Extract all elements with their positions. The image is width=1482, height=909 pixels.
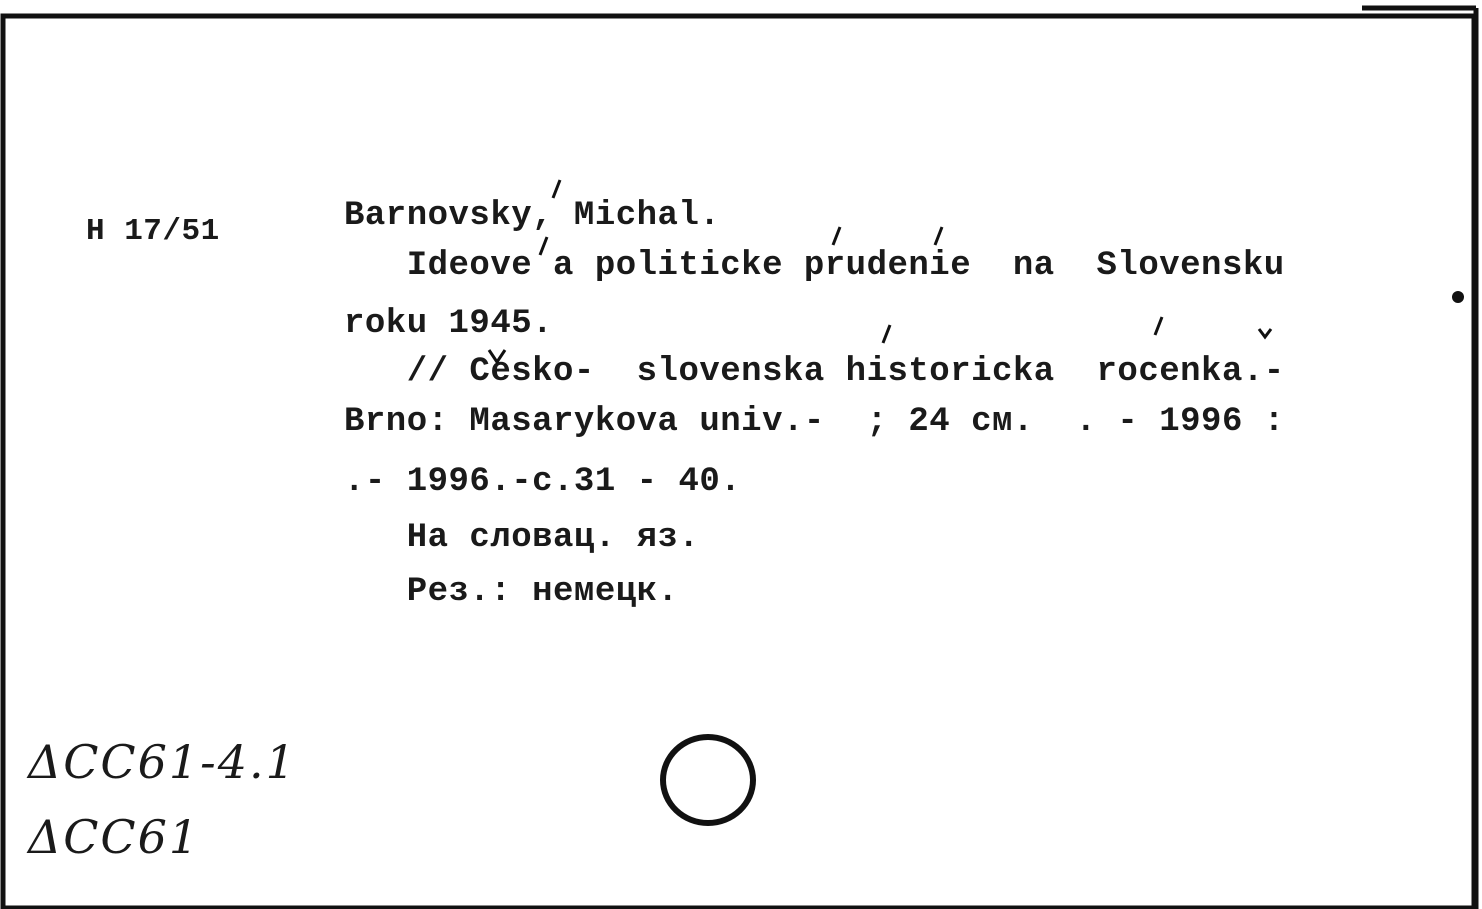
handwritten-shelfmark-2: ΔCC61: [28, 810, 201, 864]
card-line-title-cont: roku 1945.: [344, 305, 554, 343]
card-line-pages: .- 1996.-c.31 - 40.: [344, 463, 742, 501]
card-line-publisher: Brno: Masarykova univ.- ; 24 см. . - 1996 :: [344, 403, 1285, 441]
card-line-summary: Рез.: немецк.: [344, 573, 679, 611]
call-number: H 17/51: [86, 214, 220, 249]
card-line-author: Barnovsky, Michal.: [344, 197, 721, 235]
card-line-title: Ideove a politicke prudenie na Slovensku: [344, 247, 1285, 285]
handwritten-shelfmark-1: ΔCC61-4.1: [28, 735, 297, 789]
punch-hole: [660, 734, 756, 826]
card-line-language: На словац. яз.: [344, 519, 700, 557]
card-line-source: // Cesko- slovenska historicka rocenka.-: [344, 353, 1285, 391]
